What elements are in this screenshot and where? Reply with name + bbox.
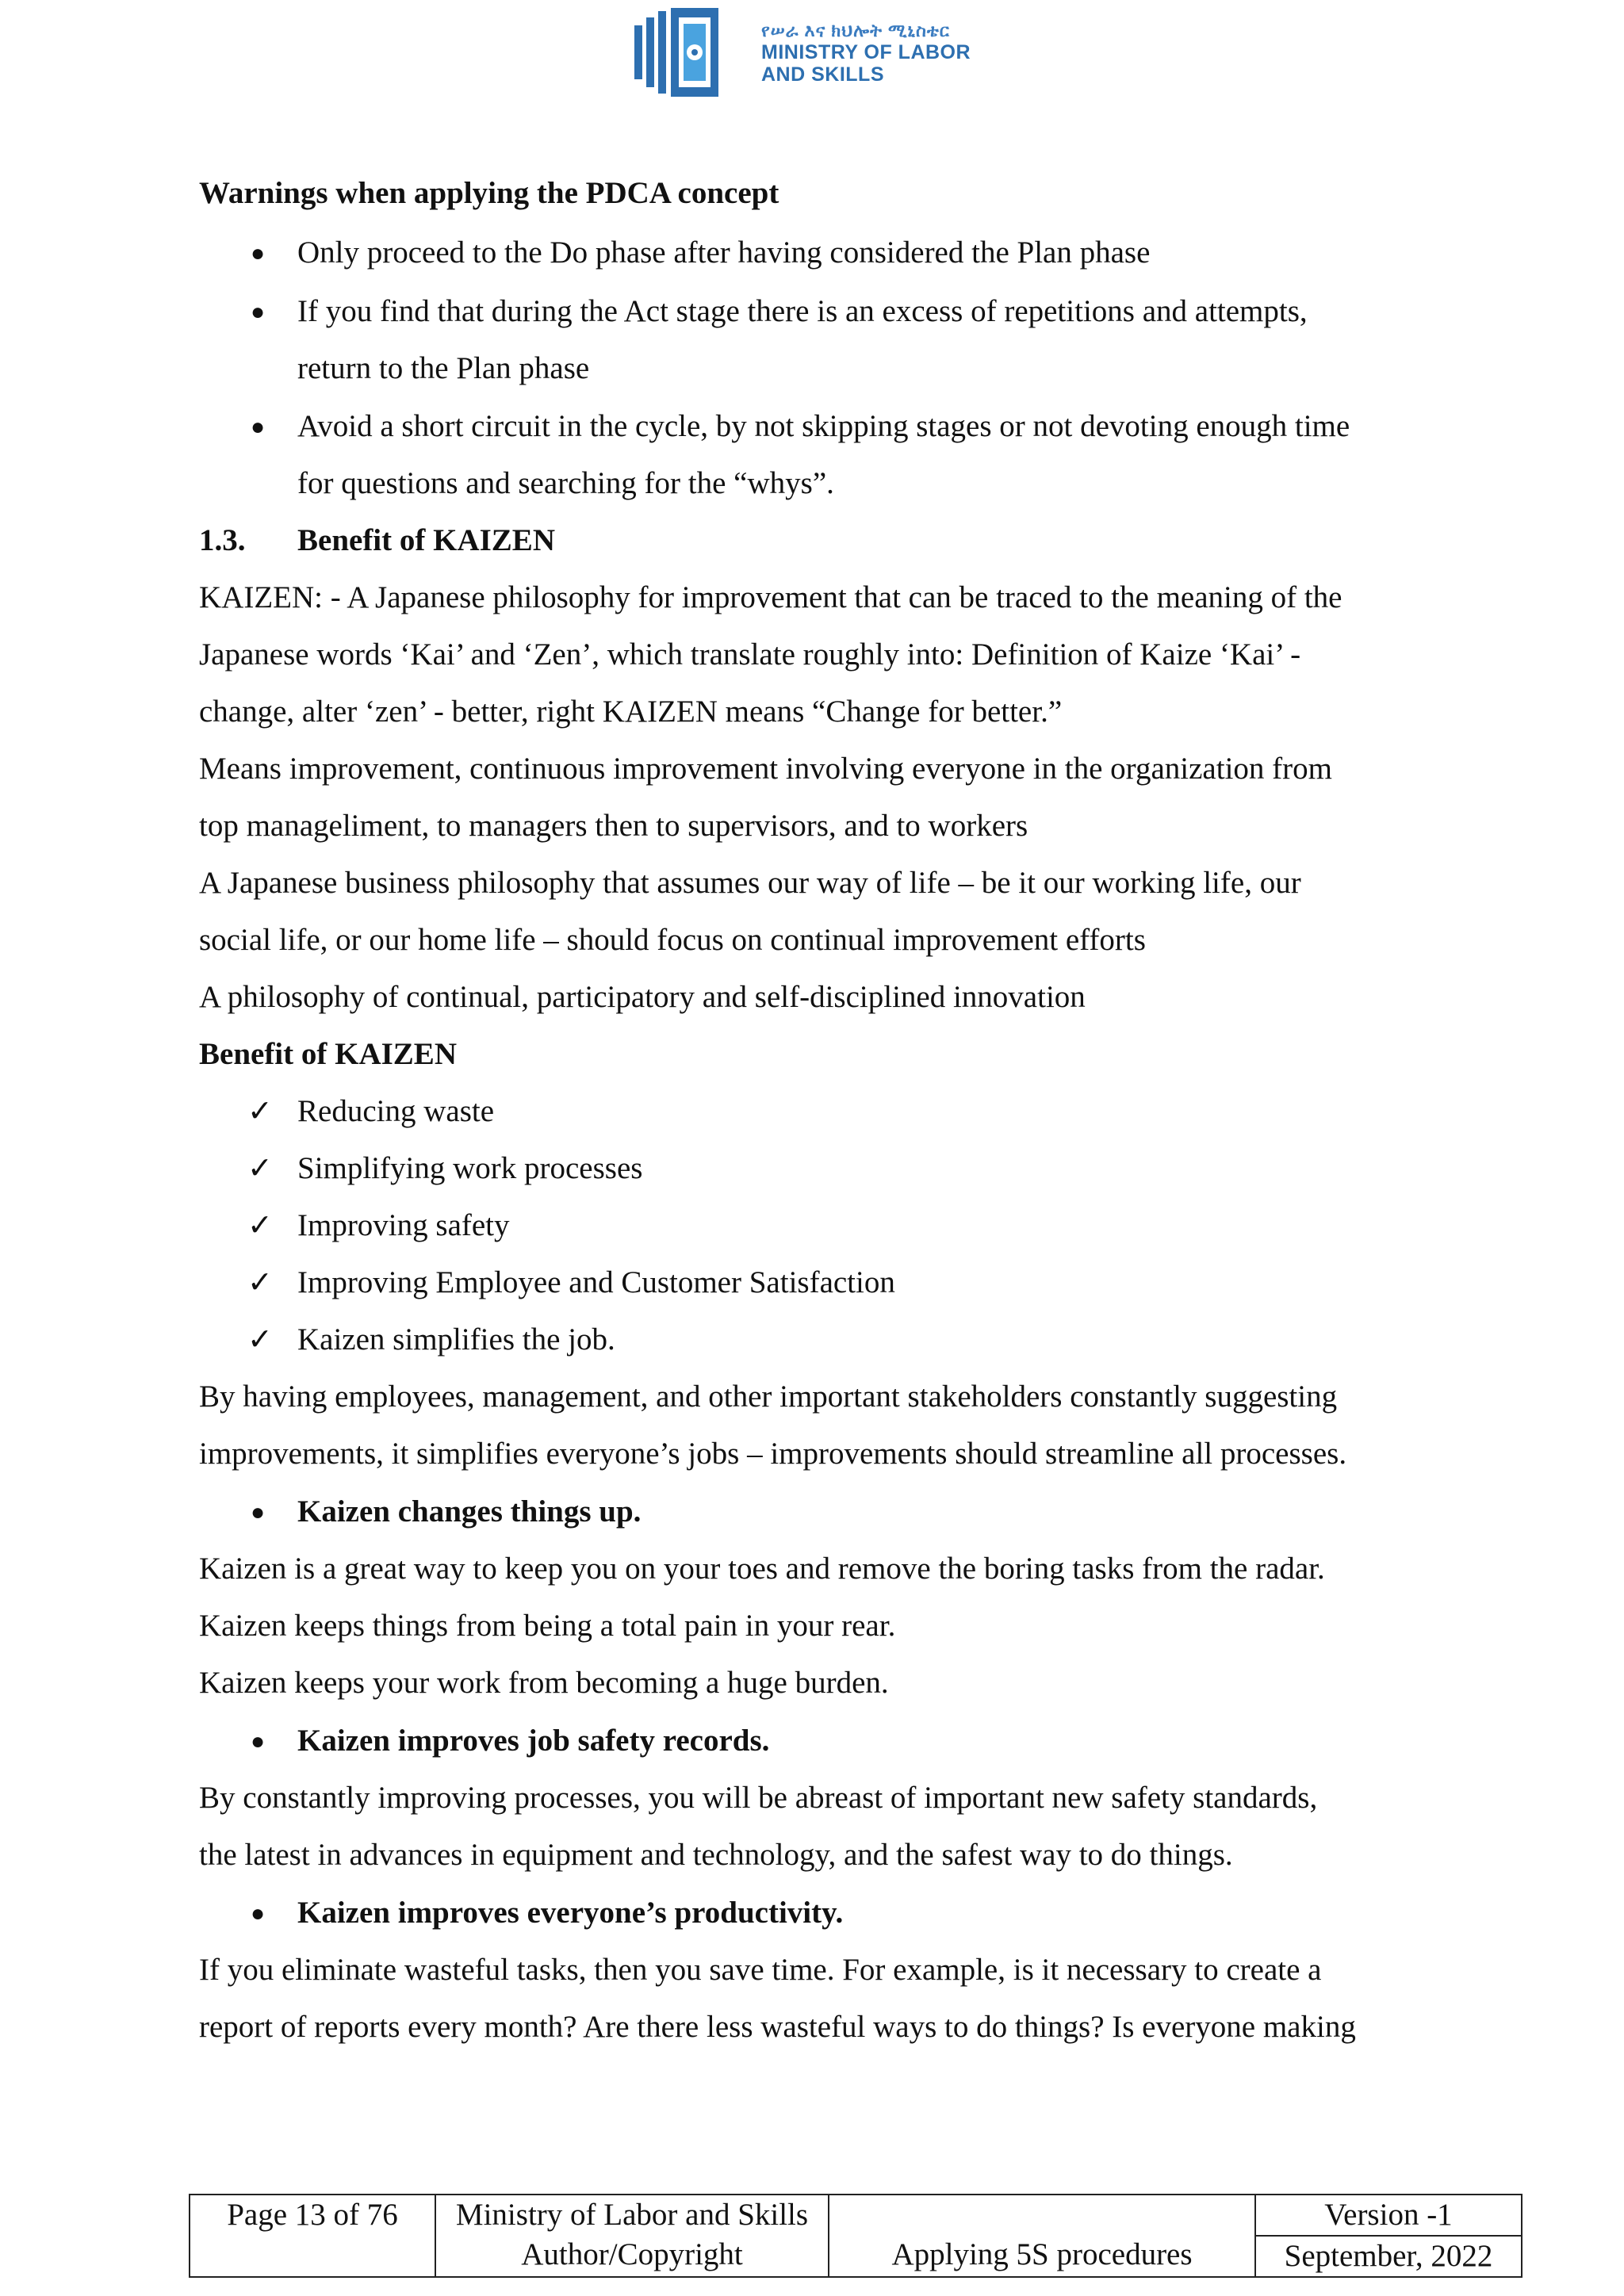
- footer-org-cell: [435, 2194, 829, 2278]
- footer-doc-title: Applying 5S procedures: [891, 2237, 1193, 2271]
- paragraph-line: If you eliminate wasteful tasks, then you save time. For example, is it necessary to create a: [199, 1953, 1322, 1987]
- section-number: 1.3.: [199, 523, 246, 557]
- paragraph-line: report of reports every month? Are there less wasteful ways to do things? Is everyone making: [199, 2010, 1356, 2044]
- footer-version: Version -1: [1324, 2198, 1453, 2232]
- checkmark-icon: ✓: [247, 1266, 273, 1299]
- section-title: Benefit of KAIZEN: [297, 523, 555, 557]
- checkmark-icon: ✓: [247, 1323, 273, 1357]
- footer-date-cell: [1254, 2235, 1522, 2278]
- paragraph-line: A philosophy of continual, participatory and self-disciplined innovation: [199, 980, 1086, 1014]
- checkmark-icon: ✓: [247, 1152, 273, 1185]
- checkmark-icon: ✓: [247, 1209, 273, 1242]
- paragraph-line: top manageliment, to managers then to supervisors, and to workers: [199, 809, 1028, 843]
- bullet-icon: ●: [251, 1900, 266, 1927]
- paragraph-line: Kaizen keeps your work from becoming a huge burden.: [199, 1666, 889, 1700]
- ministry-logo: [634, 3, 1015, 101]
- warning-item-2: If you find that during the Act stage there is an excess of repetitions and attempts,: [297, 294, 1308, 328]
- bullet-icon: ●: [251, 1499, 266, 1525]
- bullet-heading-safety: Kaizen improves job safety records.: [297, 1724, 770, 1758]
- paragraph-line: change, alter ‘zen’ - better, right KAIZEN means “Change for better.”: [199, 695, 1063, 729]
- paragraph-line: the latest in advances in equipment and technology, and the safest way to do things.: [199, 1838, 1233, 1872]
- paragraph-line: Japanese words ‘Kai’ and ‘Zen’, which translate roughly into: Definition of Kaize ‘Kai’ -: [199, 637, 1301, 672]
- warning-item-2-cont: return to the Plan phase: [297, 351, 590, 385]
- check-item: Kaizen simplifies the job.: [297, 1322, 615, 1357]
- paragraph-line: Means improvement, continuous improvement involving everyone in the organization from: [199, 752, 1332, 786]
- warning-item-3: Avoid a short circuit in the cycle, by not skipping stages or not devoting enough time: [297, 409, 1350, 443]
- paragraph-line: social life, or our home life – should focus on continual improvement efforts: [199, 923, 1146, 957]
- warning-item-3-cont: for questions and searching for the “whys”.: [297, 466, 834, 500]
- bullet-icon: ●: [251, 299, 266, 325]
- bullet-icon: ●: [251, 240, 266, 266]
- check-item: Reducing waste: [297, 1094, 495, 1128]
- footer-date: September, 2022: [1284, 2239, 1493, 2273]
- paragraph-line: Kaizen keeps things from being a total pain in your rear.: [199, 1609, 896, 1643]
- paragraph-line: KAIZEN: - A Japanese philosophy for improvement that can be traced to the meaning of the: [199, 580, 1342, 614]
- warnings-heading: Warnings when applying the PDCA concept: [199, 176, 779, 210]
- paragraph-line: Kaizen is a great way to keep you on your toes and remove the boring tasks from the radar.: [199, 1552, 1325, 1586]
- bullet-heading-productivity: Kaizen improves everyone’s productivity.: [297, 1896, 844, 1930]
- logo-emblem-icon: [634, 8, 722, 97]
- check-item: Improving Employee and Customer Satisfaction: [297, 1265, 895, 1299]
- logo-amharic-text: የሠራ እና ክህሎት ሚኒስቴር: [761, 21, 950, 40]
- paragraph-line: A Japanese business philosophy that assumes our way of life – be it our working life, our: [199, 866, 1301, 900]
- check-item: Simplifying work processes: [297, 1151, 643, 1185]
- check-item: Improving safety: [297, 1208, 510, 1242]
- footer-org-line-2: Author/Copyright: [521, 2237, 743, 2271]
- bullet-icon: ●: [251, 1728, 266, 1755]
- footer-page-number: Page 13 of 76: [227, 2198, 398, 2232]
- bullet-heading-changes: Kaizen changes things up.: [297, 1494, 642, 1529]
- page-footer: [189, 2194, 1522, 2278]
- benefit-subheading: Benefit of KAIZEN: [199, 1037, 457, 1071]
- warning-item-1: Only proceed to the Do phase after having considered the Plan phase: [297, 235, 1151, 270]
- footer-page-cell: [189, 2194, 436, 2278]
- bullet-icon: ●: [251, 414, 266, 440]
- checkmark-icon: ✓: [247, 1095, 273, 1128]
- footer-version-cell: [1254, 2194, 1522, 2237]
- paragraph-line: improvements, it simplifies everyone’s jobs – improvements should streamline all processes.: [199, 1437, 1347, 1471]
- paragraph-line: By having employees, management, and other important stakeholders constantly suggesting: [199, 1380, 1338, 1414]
- paragraph-line: By constantly improving processes, you will be abreast of important new safety standards,: [199, 1781, 1318, 1815]
- logo-line-2: AND SKILLS: [761, 63, 884, 86]
- footer-title-cell: [828, 2194, 1256, 2278]
- footer-org-line-1: Ministry of Labor and Skills: [455, 2198, 809, 2232]
- logo-line-1: MINISTRY OF LABOR: [761, 41, 971, 63]
